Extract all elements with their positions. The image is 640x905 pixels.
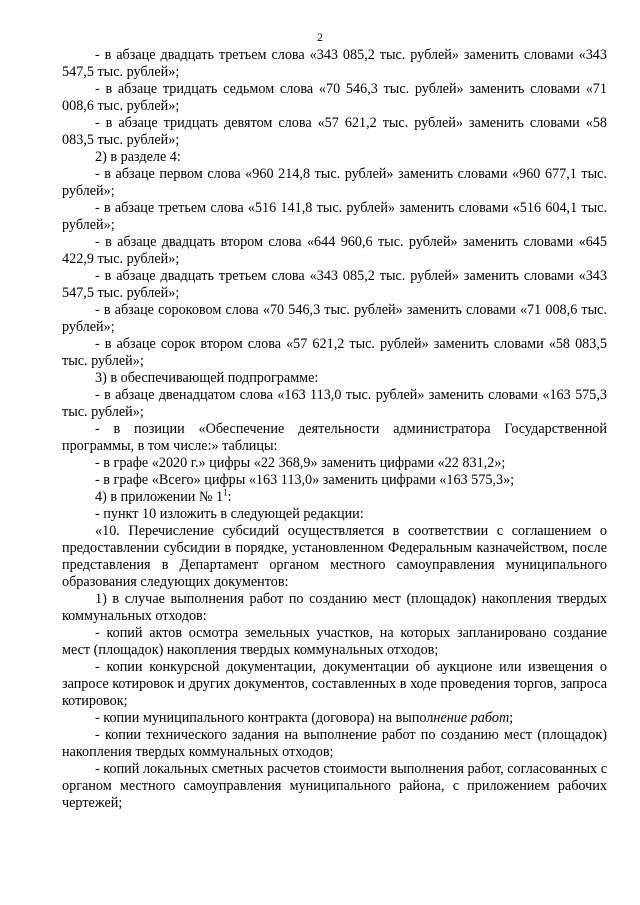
paragraph: - в абзаце третьем слова «516 141,8 тыс. рублей» заменить словами «516 604,1 тыс. рублей»;	[62, 200, 607, 233]
paragraph: 1) в случае выполнения работ по созданию мест (площадок) накопления твердых коммунальных отходов:	[62, 591, 607, 624]
paragraph: - в графе «2020 г.» цифры «22 368,9» заменить цифрами «22 831,2»;	[95, 455, 506, 471]
paragraph: - в абзаце первом слова «960 214,8 тыс. рублей» заменить словами «960 677,1 тыс. рублей»;	[62, 166, 607, 199]
paragraph: - в абзаце сороковом слова «70 546,3 тыс. рублей» заменить словами «71 008,6 тыс. рублей»;	[62, 302, 607, 335]
paragraph: - копий локальных сметных расчетов стоимости выполнения работ, согласованных с органом местного самоуправления муниципального района, с приложением рабочих чертежей;	[62, 761, 607, 811]
appendix-text: 4) в приложении № 1	[95, 489, 224, 505]
paragraph: - в графе «Всего» цифры «163 113,0» заменить цифрами «163 575,3»;	[95, 472, 515, 488]
paragraph: - в абзаце тридцать седьмом слова «70 546,3 тыс. рублей» заменить словами «71 008,6 тыс. рублей»;	[62, 81, 607, 114]
contract-paragraph	[62, 710, 607, 727]
page-number: 2	[317, 30, 323, 44]
contract-text: - копии муниципального контракта (договора) на выпол	[95, 710, 434, 726]
paragraph: - в абзаце тридцать девятом слова «57 621,2 тыс. рублей» заменить словами «58 083,5 тыс. рублей»;	[62, 115, 607, 148]
paragraph: 3) в обеспечивающей подпрограмме:	[95, 370, 319, 386]
paragraph: - в абзаце двадцать втором слова «644 960,6 тыс. рублей» заменить словами «645 422,9 тыс. рублей»;	[62, 234, 607, 267]
paragraph: - в абзаце двадцать третьем слова «343 085,2 тыс. рублей» заменить словами «343 547,5 тыс. рублей»;	[62, 47, 607, 80]
document-body	[62, 47, 607, 812]
paragraph: «10. Перечисление субсидий осуществляется в соответствии с соглашением о предоставлении субсидии в порядке, установленном Федеральным казначейством, после представления в Департамент органом местного самоуправления муниципального образования следующих документов:	[62, 523, 607, 590]
paragraph: - в абзаце сорок втором слова «57 621,2 тыс. рублей» заменить словами «58 083,5 тыс. рублей»;	[62, 336, 607, 369]
paragraph: - в позиции «Обеспечение деятельности администратора Государственной программы, в том числе:» таблицы:	[62, 421, 607, 454]
contract-suffix: ;	[509, 710, 514, 726]
appendix-superscript: 1	[223, 487, 228, 498]
paragraph: - копии технического задания на выполнение работ по созданию мест (площадок) накопления твердых коммунальных отходов;	[62, 727, 607, 760]
appendix-suffix: :	[227, 489, 232, 505]
paragraph: - копии конкурсной документации, документации об аукционе или извещения о запросе котировок и других документов, составленных в ходе проведения торгов, запроса котировок;	[62, 659, 607, 709]
paragraph: - в абзаце двенадцатом слова «163 113,0 тыс. рублей» заменить словами «163 575,3 тыс. рублей»;	[62, 387, 607, 420]
contract-italic: нение работ	[433, 710, 510, 726]
paragraph: - копий актов осмотра земельных участков, на которых запланировано создание мест (площадок) накопления твердых коммунальных отходов;	[62, 625, 607, 658]
appendix-paragraph	[62, 489, 607, 506]
paragraph: - в абзаце двадцать третьем слова «343 085,2 тыс. рублей» заменить словами «343 547,5 тыс. рублей»;	[62, 268, 607, 301]
paragraph: - пункт 10 изложить в следующей редакции:	[95, 506, 364, 522]
paragraph: 2) в разделе 4:	[95, 149, 181, 165]
